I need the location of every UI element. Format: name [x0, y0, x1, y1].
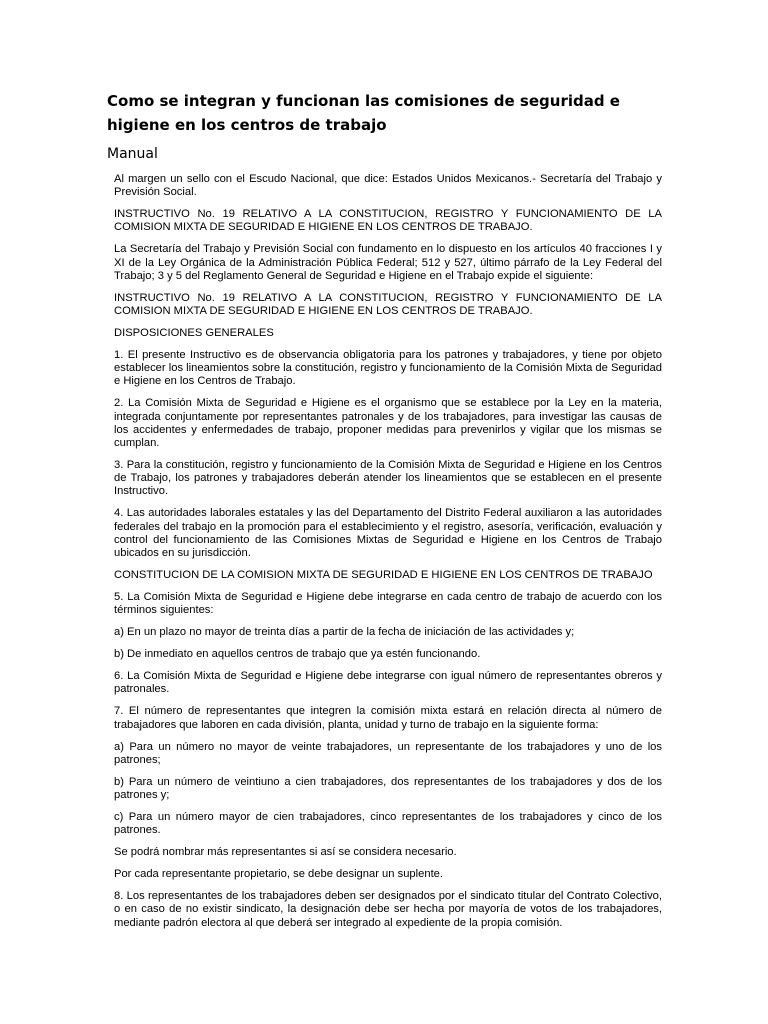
- paragraph: Se podrá nombrar más representantes si así se considera necesario.: [114, 846, 457, 859]
- paragraph: c) Para un número mayor de cien trabajadores, cinco representantes de los trabajadores y cinco de los patrones.: [114, 811, 662, 837]
- paragraph: INSTRUCTIVO No. 19 RELATIVO A LA CONSTITUCION, REGISTRO Y FUNCIONAMIENTO DE LA COMISION MIXTA DE SEGURIDAD E HIGIENE EN LOS CENTROS DE TRABAJO.: [114, 291, 662, 318]
- paragraph: Por cada representante propietario, se debe designar un suplente.: [114, 868, 444, 881]
- paragraph: 6. La Comisión Mixta de Seguridad e Higiene debe integrarse con igual número de representantes obreros y patronales.: [114, 670, 662, 696]
- paragraph: La Secretaría del Trabajo y Previsión Social con fundamento en lo dispuesto en los artículos 40 fracciones I y XI de la Ley Orgánica de la Administración Pública Federal; 512 y 527, último párrafo de la Ley Federal del Trabajo; 3 y 5 del Reglamento General de Seguridad e Higiene en el Trabajo expide el siguiente:: [114, 243, 662, 282]
- paragraph: a) En un plazo no mayor de treinta días a partir de la fecha de iniciación de las actividades y;: [114, 626, 575, 639]
- section-heading: DISPOSICIONES GENERALES: [114, 327, 274, 340]
- paragraph: 8. Los representantes de los trabajadores deben ser designados por el sindicato titular del Contrato Colectivo, o en caso de no existir sindicato, la designación debe ser hecha por mayoría de votos de los trabajadores, mediante padrón electora al que deberá ser integrado al expediente de la propia comisión.: [114, 890, 662, 929]
- paragraph: 5. La Comisión Mixta de Seguridad e Higiene debe integrarse en cada centro de trabajo de acuerdo con los términos siguientes:: [114, 591, 662, 617]
- paragraph: Al margen un sello con el Escudo Nacional, que dice: Estados Unidos Mexicanos.- Secretaría del Trabajo y Previsión Social.: [114, 173, 662, 199]
- document-subtitle: Manual: [107, 146, 158, 162]
- paragraph: INSTRUCTIVO No. 19 RELATIVO A LA CONSTITUCION, REGISTRO Y FUNCIONAMIENTO DE LA COMISION MIXTA DE SEGURIDAD E HIGIENE EN LOS CENTROS DE TRABAJO.: [114, 208, 662, 234]
- paragraph: 2. La Comisión Mixta de Seguridad e Higiene es el organismo que se establece por la Ley en la materia, integrada conjuntamente por representantes patronales y de los trabajadores, para investigar las causas de los accidentes y enfermedades de trabajo, proponer medidas para prevenirlos y vigilar que los mismas se cumplan.: [114, 397, 662, 450]
- document-title: Como se integran y funcionan las comisiones de seguridad e higiene en los centros de trabajo: [107, 92, 620, 134]
- paragraph: b) De inmediato en aquellos centros de trabajo que ya estén funcionando.: [114, 648, 481, 661]
- section-heading: CONSTITUCION DE LA COMISION MIXTA DE SEGURIDAD E HIGIENE EN LOS CENTROS DE TRABAJO: [114, 569, 653, 582]
- paragraph: b) Para un número de veintiuno a cien trabajadores, dos representantes de los trabajadores y dos de los patrones y;: [114, 775, 662, 802]
- document-body: [114, 173, 662, 939]
- paragraph: 1. El presente Instructivo es de observancia obligatoria para los patrones y trabajadores, y tiene por objeto establecer los lineamientos sobre la constitución, registro y funcionamiento de la Comisión Mixta de Seguridad e Higiene en los Centros de Trabajo.: [114, 349, 662, 388]
- paragraph: a) Para un número no mayor de veinte trabajadores, un representante de los trabajadores y uno de los patrones;: [114, 740, 662, 766]
- paragraph: 3. Para la constitución, registro y funcionamiento de la Comisión Mixta de Seguridad e Higiene en los Centros de Trabajo, los patrones y trabajadores deberán atender los lineamientos que se establecen en el presente Instructivo.: [114, 459, 662, 498]
- paragraph: 7. El número de representantes que integren la comisión mixta estará en relación directa al número de trabajadores que laboren en cada división, planta, unidad y turno de trabajo en la siguiente forma:: [114, 705, 662, 731]
- paragraph: 4. Las autoridades laborales estatales y las del Departamento del Distrito Federal auxiliaron a las autoridades federales del trabajo en la promoción para el establecimiento y el registro, asesoría, verificación, evaluación y control del funcionamiento de las Comisiones Mixtas de Seguridad e Higiene en los Centros de Trabajo ubicados en su jurisdicción.: [114, 507, 662, 560]
